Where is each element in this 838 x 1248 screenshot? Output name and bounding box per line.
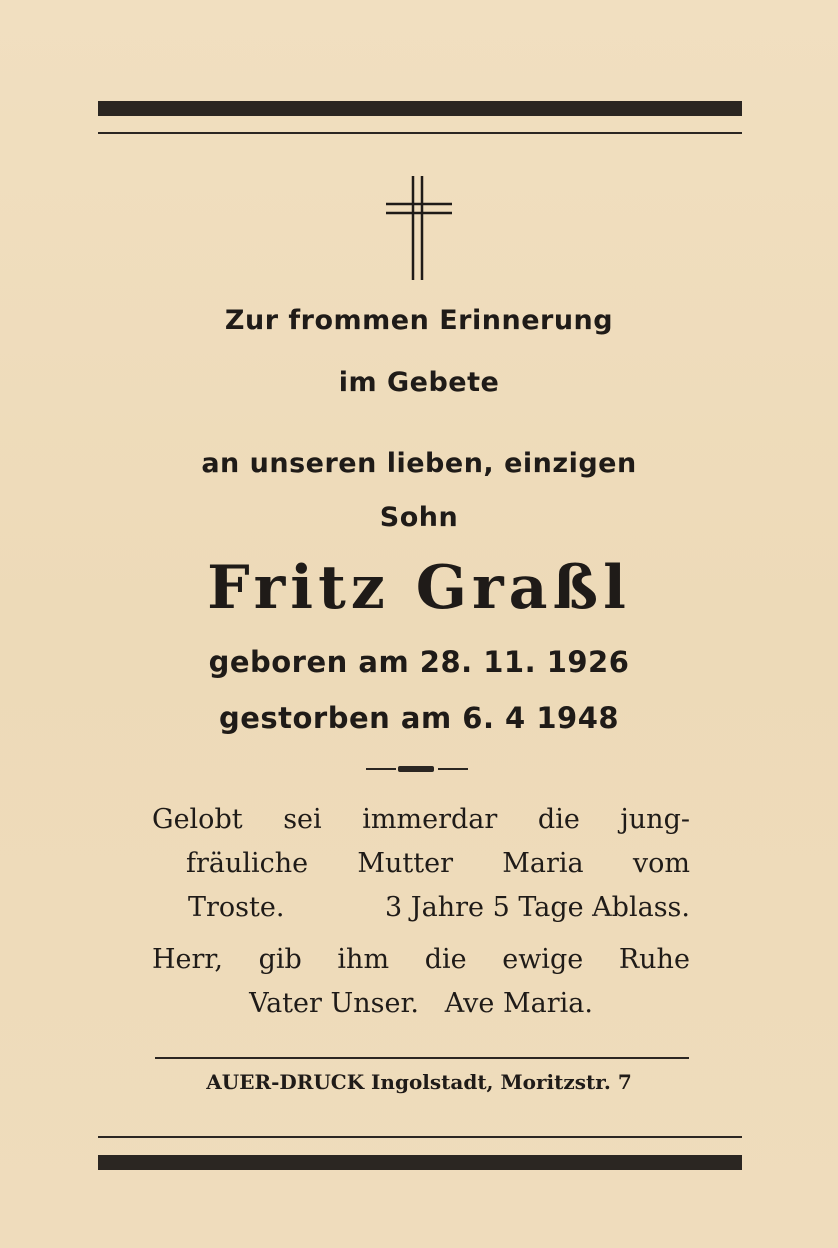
prayer-word: fräuliche xyxy=(186,848,309,879)
prayer-word: sei xyxy=(283,804,322,835)
birth-date: geboren am 28. 11. 1926 xyxy=(208,645,630,679)
death-date: gestorben am 6. 4 1948 xyxy=(218,701,620,735)
prayer-word: Ruhe xyxy=(618,944,690,975)
prayer-word: Herr, xyxy=(152,944,223,975)
prayer-text xyxy=(152,798,690,1026)
printer-imprint: AUER-DRUCK Ingolstadt, Moritzstr. 7 xyxy=(206,1070,632,1094)
prayer-word: Troste. xyxy=(188,892,285,923)
heading-line-2: im Gebete xyxy=(338,367,500,398)
heading-line-1: Zur frommen Erinnerung xyxy=(224,305,614,336)
prayer-line-1 xyxy=(152,798,690,842)
prayer-word: ihm xyxy=(337,944,390,975)
prayer-word: Gelobt xyxy=(152,804,243,835)
printer-rule xyxy=(155,1057,689,1059)
top-thick-rule xyxy=(98,101,742,116)
prayer-word: vom xyxy=(632,848,690,879)
small-divider-right xyxy=(438,768,468,770)
prayer-word: 3 Jahre 5 Tage Ablass. xyxy=(385,892,690,923)
small-divider-center xyxy=(398,766,434,772)
prayer-word: Mutter xyxy=(357,848,454,879)
deceased-name: Fritz Graßl xyxy=(207,553,631,623)
prayer-word: gib xyxy=(258,944,302,975)
double-line-cross-icon xyxy=(384,174,454,282)
top-thin-rule xyxy=(98,132,742,134)
prayer-line-4 xyxy=(152,938,690,982)
bottom-thick-rule xyxy=(98,1155,742,1170)
bottom-thin-rule xyxy=(98,1136,742,1138)
prayer-word: ewige xyxy=(502,944,584,975)
prayer-line-2 xyxy=(152,842,690,886)
small-divider-left xyxy=(366,768,396,770)
prayer-word: jung- xyxy=(620,804,690,835)
prayer-word: Maria xyxy=(502,848,584,879)
heading-line-3: an unseren lieben, einzigen xyxy=(201,448,637,479)
prayer-line-5: Vater Unser. Ave Maria. xyxy=(249,988,593,1019)
prayer-word: die xyxy=(537,804,580,835)
heading-line-4: Sohn xyxy=(379,502,459,533)
prayer-word: die xyxy=(424,944,467,975)
prayer-word: immerdar xyxy=(362,804,498,835)
prayer-line-3 xyxy=(152,886,690,930)
